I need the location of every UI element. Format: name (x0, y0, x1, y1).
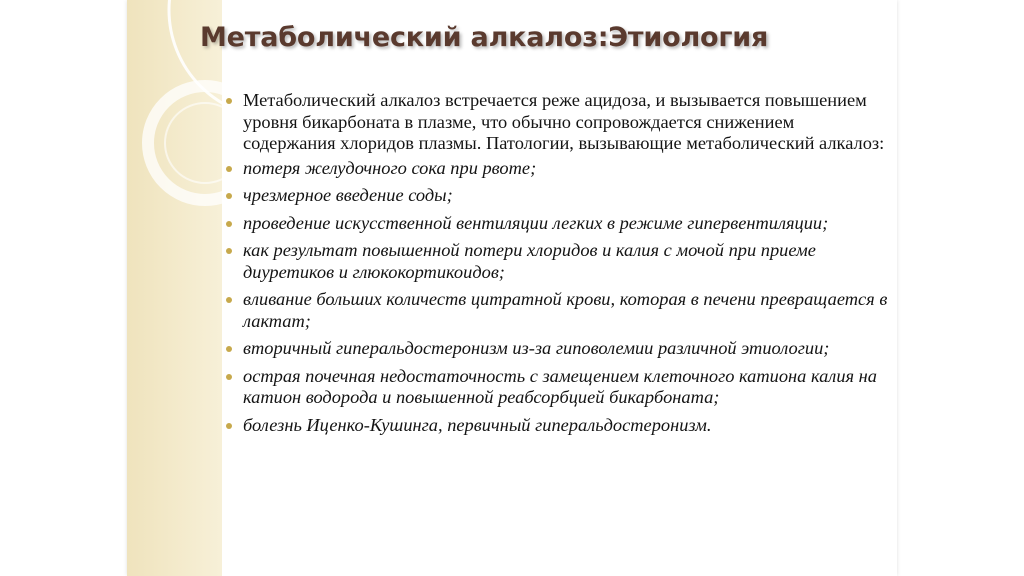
cause-text: вливание больших количеств цитратной крови, которая в печени превращается в лактат; (243, 289, 888, 331)
list-item (225, 213, 890, 235)
cause-text: как результат повышенной потери хлоридов и калия с мочой при приеме диуретиков и глюкокортикоидов; (243, 240, 816, 282)
bullet-icon (226, 248, 232, 254)
list-item (225, 289, 890, 332)
slide-title: Метаболический алкалоз:Этиология (200, 22, 769, 53)
list-item (225, 338, 890, 360)
list-item (225, 185, 890, 207)
cause-text: вторичный гиперальдостеронизм из-за гиповолемии различной этиологии; (243, 338, 830, 358)
bullet-icon (226, 166, 232, 172)
cause-text: болезнь Иценко-Кушинга, первичный гиперальдостеронизм. (243, 414, 712, 435)
list-item (225, 158, 890, 180)
intro-text: Метаболический алкалоз встречается реже ацидоза, и вызывается повышением уровня бикарбоната в плазме, что обычно сопровождается снижением содержания хлоридов плазмы. Патологии, вызывающие метаболический алкалоз: (243, 90, 885, 153)
bullet-icon (226, 98, 232, 104)
cause-text: проведение искусственной вентиляции легких в режиме гипервентиляции; (243, 212, 829, 233)
bullet-icon (226, 221, 232, 227)
list-item (225, 366, 890, 409)
slide (127, 0, 897, 576)
cause-text: острая почечная недостаточность с замещением клеточного катиона калия на катион водорода и повышенной реабсорбцией бикарбоната; (243, 365, 877, 407)
list-item (225, 90, 890, 155)
list-item (225, 415, 890, 437)
bullet-icon (226, 346, 232, 352)
bullet-icon (226, 297, 232, 303)
bullet-icon (226, 374, 232, 380)
cause-text: потеря желудочного сока при рвоте; (243, 157, 537, 178)
list-item (225, 240, 890, 283)
cause-text: чрезмерное введение соды; (243, 185, 453, 205)
bullet-icon (226, 193, 232, 199)
bullet-list (225, 90, 890, 442)
bullet-icon (226, 423, 232, 429)
